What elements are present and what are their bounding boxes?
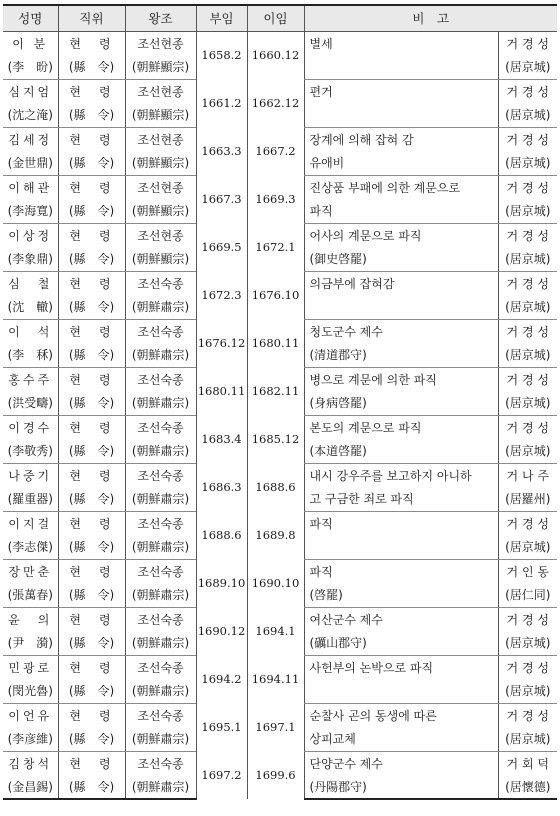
position-hanja: (縣 令) [58, 727, 125, 751]
name-korean: 이언유 [8, 708, 53, 723]
end-date: 1689.8 [247, 511, 304, 559]
name-korean: 장만춘 [8, 564, 53, 579]
name-hanja: (洪受疇) [3, 391, 58, 415]
start-date: 1663.3 [196, 127, 247, 175]
residence-korean: 거 경 성 [498, 655, 557, 679]
dynasty-korean: 조선숙종 [125, 703, 196, 727]
dynasty-hanja: (朝鮮肅宗) [125, 583, 196, 607]
name-hanja: (金昌錫) [3, 775, 58, 799]
remark-line-2: (本道啓罷) [304, 439, 498, 463]
residence-korean: 거 경 성 [498, 607, 557, 631]
position-korean: 현 령 [58, 79, 125, 103]
dynasty-korean: 조선현종 [125, 79, 196, 103]
remark-line-2 [304, 103, 498, 127]
position-korean: 현 령 [58, 703, 125, 727]
residence-hanja: (居仁同) [498, 583, 557, 607]
residence-hanja: (居京城) [498, 343, 557, 367]
name-hanja: (張萬春) [3, 583, 58, 607]
remark-line-2: 유애비 [304, 151, 498, 175]
position-hanja: (縣 令) [58, 631, 125, 655]
residence-korean: 거 경 성 [498, 31, 557, 55]
end-date: 1669.3 [247, 175, 304, 223]
name-korean: 심 철 [8, 276, 53, 291]
name-korean: 민광로 [8, 660, 53, 675]
header-name: 성명 [3, 5, 58, 31]
end-date: 1672.1 [247, 223, 304, 271]
remark-line-1: 별세 [304, 31, 498, 55]
name-hanja: (沈 轍) [3, 295, 58, 319]
name-korean: 이지걸 [8, 516, 53, 531]
position-hanja: (縣 令) [58, 583, 125, 607]
residence-hanja: (居京城) [498, 295, 557, 319]
name-korean: 이경수 [8, 420, 53, 435]
position-hanja: (縣 令) [58, 247, 125, 271]
dynasty-korean: 조선숙종 [125, 751, 196, 775]
residence-korean: 거 회 덕 [498, 751, 557, 775]
magistrate-table [3, 4, 557, 800]
name-hanja: (李彦維) [3, 727, 58, 751]
dynasty-korean: 조선숙종 [125, 367, 196, 391]
table-row [3, 319, 557, 343]
start-date: 1672.3 [196, 271, 247, 319]
table-row [3, 175, 557, 199]
residence-hanja: (居京城) [498, 199, 557, 223]
dynasty-korean: 조선숙종 [125, 463, 196, 487]
residence-korean: 거 경 성 [498, 223, 557, 247]
table-row [3, 703, 557, 727]
remark-line-1: 순찰사 곤의 동생에 따른 [304, 703, 498, 727]
position-hanja: (縣 令) [58, 199, 125, 223]
position-hanja: (縣 令) [58, 55, 125, 79]
table-row [3, 463, 557, 487]
end-date: 1660.12 [247, 31, 304, 79]
table-row [3, 31, 557, 55]
remark-line-2 [304, 679, 498, 703]
residence-hanja: (居京城) [498, 151, 557, 175]
end-date: 1694.11 [247, 655, 304, 703]
dynasty-korean: 조선현종 [125, 223, 196, 247]
name-korean: 이해관 [8, 180, 53, 195]
position-hanja: (縣 令) [58, 487, 125, 511]
header-row [3, 5, 557, 31]
header-end: 이임 [247, 5, 304, 31]
name-hanja: (李象鼎) [3, 247, 58, 271]
start-date: 1689.10 [196, 559, 247, 607]
remark-line-2: (丹陽郡守) [304, 775, 498, 799]
start-date: 1688.6 [196, 511, 247, 559]
remark-line-1: 의금부에 잡혀감 [304, 271, 498, 295]
end-date: 1688.6 [247, 463, 304, 511]
remark-line-2: 상피교체 [304, 727, 498, 751]
start-date: 1658.2 [196, 31, 247, 79]
dynasty-hanja: (朝鮮肅宗) [125, 679, 196, 703]
end-date: 1690.10 [247, 559, 304, 607]
residence-korean: 거 나 주 [498, 463, 557, 487]
name-korean: 이 분 [12, 36, 49, 51]
start-date: 1661.2 [196, 79, 247, 127]
residence-hanja: (居京城) [498, 391, 557, 415]
residence-korean: 거 경 성 [498, 127, 557, 151]
name-korean: 김창석 [8, 756, 53, 771]
residence-hanja: (居京城) [498, 727, 557, 751]
magistrate-table-container [3, 4, 557, 800]
end-date: 1682.11 [247, 367, 304, 415]
name-korean: 이상정 [8, 228, 53, 243]
name-hanja: (尹 漪) [3, 631, 58, 655]
residence-korean: 거 경 성 [498, 175, 557, 199]
table-row [3, 415, 557, 439]
residence-hanja: (居羅州) [498, 487, 557, 511]
position-korean: 현 령 [58, 415, 125, 439]
remark-line-1: 파직 [304, 559, 498, 583]
start-date: 1694.2 [196, 655, 247, 703]
remark-line-1: 사헌부의 논박으로 파직 [304, 655, 498, 679]
start-date: 1667.3 [196, 175, 247, 223]
dynasty-hanja: (朝鮮顯宗) [125, 103, 196, 127]
dynasty-hanja: (朝鮮顯宗) [125, 199, 196, 223]
dynasty-hanja: (朝鮮肅宗) [125, 343, 196, 367]
position-hanja: (縣 令) [58, 439, 125, 463]
end-date: 1697.1 [247, 703, 304, 751]
dynasty-hanja: (朝鮮顯宗) [125, 151, 196, 175]
name-hanja: (閔光魯) [3, 679, 58, 703]
end-date: 1667.2 [247, 127, 304, 175]
end-date: 1699.6 [247, 751, 304, 799]
dynasty-korean: 조선숙종 [125, 511, 196, 535]
table-row [3, 223, 557, 247]
remark-line-2: (清道郡守) [304, 343, 498, 367]
name-hanja: (李 昐) [3, 55, 58, 79]
dynasty-korean: 조선숙종 [125, 607, 196, 631]
position-korean: 현 령 [58, 367, 125, 391]
dynasty-hanja: (朝鮮肅宗) [125, 439, 196, 463]
remark-line-1: 단양군수 제수 [304, 751, 498, 775]
position-hanja: (縣 令) [58, 775, 125, 799]
start-date: 1680.11 [196, 367, 247, 415]
dynasty-hanja: (朝鮮顯宗) [125, 247, 196, 271]
start-date: 1686.3 [196, 463, 247, 511]
position-hanja: (縣 令) [58, 679, 125, 703]
remark-line-1: 어사의 계문으로 파직 [304, 223, 498, 247]
residence-korean: 거 경 성 [498, 511, 557, 535]
remark-line-2: (身病啓罷) [304, 391, 498, 415]
table-row [3, 79, 557, 103]
position-hanja: (縣 令) [58, 151, 125, 175]
name-hanja: (金世鼎) [3, 151, 58, 175]
header-position: 직위 [58, 5, 125, 31]
table-row [3, 271, 557, 295]
position-hanja: (縣 令) [58, 295, 125, 319]
remark-line-2: 고 구금한 죄로 파직 [304, 487, 498, 511]
residence-korean: 거 경 성 [498, 79, 557, 103]
remark-line-2: 파직 [304, 199, 498, 223]
remark-line-1: 내시 강우주를 보고하지 아니하 [304, 463, 498, 487]
remark-line-1: 본도의 계문으로 파직 [304, 415, 498, 439]
position-korean: 현 령 [58, 223, 125, 247]
dynasty-hanja: (朝鮮肅宗) [125, 631, 196, 655]
position-hanja: (縣 令) [58, 103, 125, 127]
position-korean: 현 령 [58, 511, 125, 535]
remark-line-1: 청도군수 제수 [304, 319, 498, 343]
remark-line-2 [304, 295, 498, 319]
name-hanja: (李 秝) [3, 343, 58, 367]
residence-hanja: (居京城) [498, 103, 557, 127]
dynasty-korean: 조선숙종 [125, 415, 196, 439]
dynasty-korean: 조선숙종 [125, 271, 196, 295]
dynasty-korean: 조선숙종 [125, 655, 196, 679]
end-date: 1662.12 [247, 79, 304, 127]
dynasty-korean: 조선현종 [125, 175, 196, 199]
residence-hanja: (居懷德) [498, 775, 557, 799]
name-hanja: (沈之淹) [3, 103, 58, 127]
residence-korean: 거 인 동 [498, 559, 557, 583]
remark-line-1: 장계에 의해 잡혀 감 [304, 127, 498, 151]
name-hanja: (李敬秀) [3, 439, 58, 463]
end-date: 1676.10 [247, 271, 304, 319]
name-korean: 김세정 [8, 132, 53, 147]
table-body [3, 31, 557, 799]
position-hanja: (縣 令) [58, 535, 125, 559]
name-hanja: (羅重器) [3, 487, 58, 511]
table-row [3, 655, 557, 679]
name-hanja: (李志傑) [3, 535, 58, 559]
table-row [3, 127, 557, 151]
remark-line-2 [304, 55, 498, 79]
remark-line-2 [304, 535, 498, 559]
name-hanja: (李海寬) [3, 199, 58, 223]
remark-line-1: 파직 [304, 511, 498, 535]
start-date: 1690.12 [196, 607, 247, 655]
dynasty-hanja: (朝鮮肅宗) [125, 727, 196, 751]
table-row [3, 511, 557, 535]
start-date: 1695.1 [196, 703, 247, 751]
table-row [3, 607, 557, 631]
dynasty-hanja: (朝鮮肅宗) [125, 535, 196, 559]
dynasty-korean: 조선현종 [125, 127, 196, 151]
dynasty-korean: 조선현종 [125, 31, 196, 55]
end-date: 1680.11 [247, 319, 304, 367]
header-remarks: 비 고 [304, 5, 557, 31]
position-korean: 현 령 [58, 655, 125, 679]
name-korean: 이 석 [8, 324, 53, 339]
position-korean: 현 령 [58, 559, 125, 583]
dynasty-hanja: (朝鮮肅宗) [125, 775, 196, 799]
end-date: 1685.12 [247, 415, 304, 463]
residence-hanja: (居京城) [498, 439, 557, 463]
position-korean: 현 령 [58, 319, 125, 343]
residence-korean: 거 경 성 [498, 271, 557, 295]
remark-line-1: 병으로 계문에 의한 파직 [304, 367, 498, 391]
table-row [3, 751, 557, 775]
position-korean: 현 령 [58, 175, 125, 199]
residence-korean: 거 경 성 [498, 367, 557, 391]
residence-korean: 거 경 성 [498, 319, 557, 343]
table-row [3, 559, 557, 583]
position-hanja: (縣 令) [58, 343, 125, 367]
dynasty-hanja: (朝鮮肅宗) [125, 295, 196, 319]
end-date: 1694.1 [247, 607, 304, 655]
header-start: 부임 [196, 5, 247, 31]
dynasty-korean: 조선숙종 [125, 559, 196, 583]
residence-hanja: (居京城) [498, 631, 557, 655]
dynasty-korean: 조선숙종 [125, 319, 196, 343]
header-dynasty: 왕조 [125, 5, 196, 31]
dynasty-hanja: (朝鮮肅宗) [125, 487, 196, 511]
start-date: 1683.4 [196, 415, 247, 463]
residence-hanja: (居京城) [498, 679, 557, 703]
residence-hanja: (居京城) [498, 535, 557, 559]
position-korean: 현 령 [58, 127, 125, 151]
start-date: 1669.5 [196, 223, 247, 271]
table-row [3, 367, 557, 391]
position-korean: 현 령 [58, 463, 125, 487]
position-korean: 현 령 [58, 751, 125, 775]
remark-line-2: (御史啓罷) [304, 247, 498, 271]
dynasty-hanja: (朝鮮肅宗) [125, 391, 196, 415]
position-hanja: (縣 令) [58, 391, 125, 415]
remark-line-1: 여산군수 제수 [304, 607, 498, 631]
remark-line-1: 편거 [304, 79, 498, 103]
name-korean: 윤 의 [8, 612, 53, 627]
remark-line-2: (礪山郡守) [304, 631, 498, 655]
position-korean: 현 령 [58, 607, 125, 631]
remark-line-1: 진상품 부패에 의한 계문으로 [304, 175, 498, 199]
remark-line-2: (啓罷) [304, 583, 498, 607]
residence-korean: 거 경 성 [498, 703, 557, 727]
position-korean: 현 령 [58, 31, 125, 55]
residence-hanja: (居京城) [498, 55, 557, 79]
dynasty-hanja: (朝鮮顯宗) [125, 55, 196, 79]
name-korean: 나중기 [8, 468, 53, 483]
name-korean: 심지엄 [8, 84, 53, 99]
start-date: 1676.12 [196, 319, 247, 367]
name-korean: 홍수주 [8, 372, 53, 387]
residence-korean: 거 경 성 [498, 415, 557, 439]
position-korean: 현 령 [58, 271, 125, 295]
residence-hanja: (居京城) [498, 247, 557, 271]
start-date: 1697.2 [196, 751, 247, 799]
